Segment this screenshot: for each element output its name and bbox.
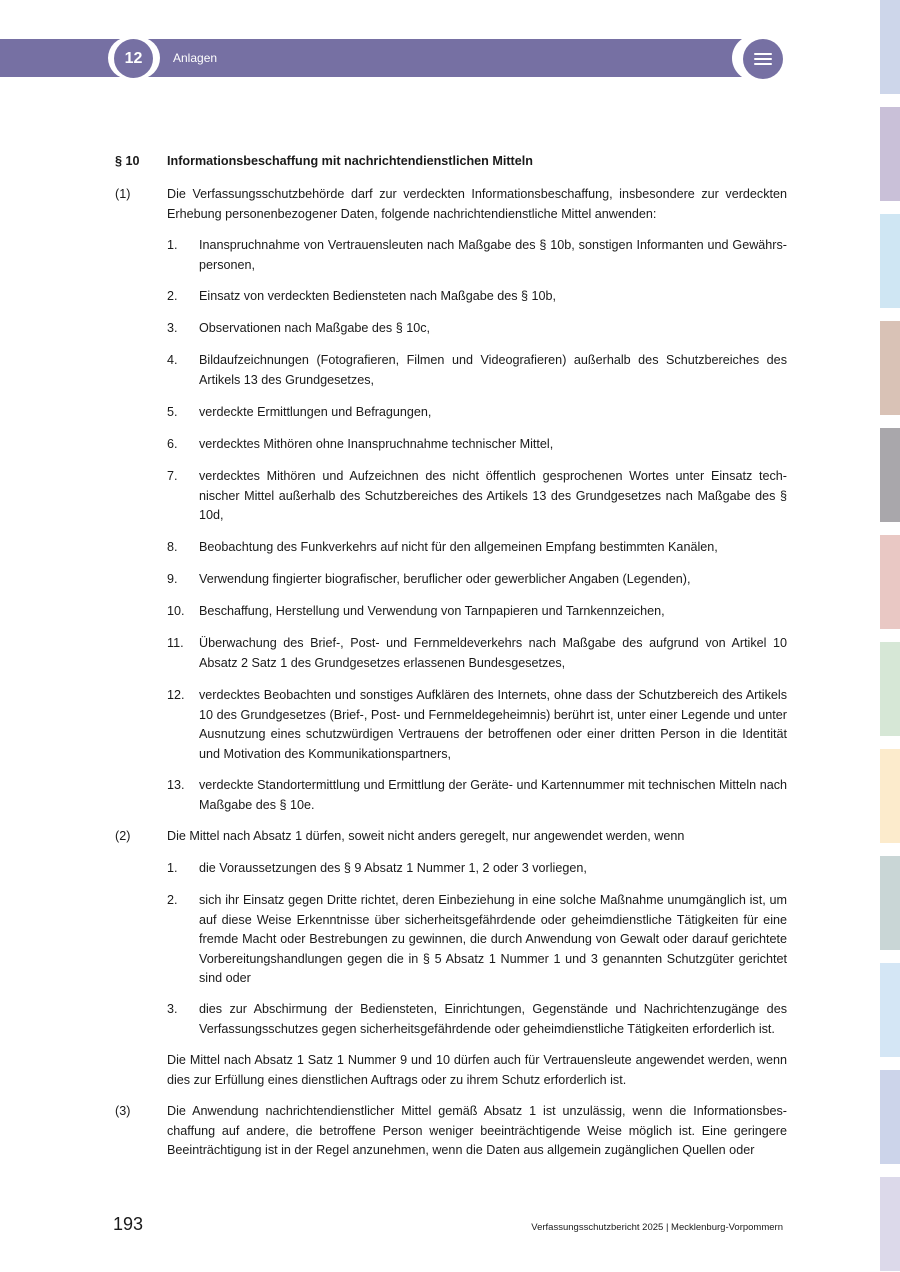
paragraph-1	[115, 185, 787, 224]
paragraph-number: (2)	[115, 829, 131, 843]
item-number: 11.	[167, 636, 184, 650]
list-item	[167, 287, 787, 307]
publication-footer: Verfassungsschutzbericht 2025 | Mecklenburg-Vorpommern	[531, 1222, 783, 1233]
list-item	[167, 435, 787, 455]
item-number: 1.	[167, 861, 178, 875]
item-number: 2.	[167, 289, 178, 303]
item-text: verdeckte Ermittlungen und Befragungen,	[199, 405, 432, 419]
list-item	[167, 570, 787, 590]
item-number: 3.	[167, 321, 178, 335]
item-number: 4.	[167, 353, 178, 367]
list-item	[167, 351, 787, 390]
paragraph-2-closing: Die Mittel nach Absatz 1 Satz 1 Nummer 9 und 10 dürfen auch für Vertrauensleute angewendet werden, wenn dies zur Erfüllung eines dienstlichen Auftrags oder zu ihrem Schutz erforderlich ist.	[167, 1053, 787, 1087]
list-item	[167, 538, 787, 558]
list-item	[167, 403, 787, 423]
list-item	[167, 634, 787, 673]
item-number: 5.	[167, 405, 178, 419]
item-text: Beobachtung des Funkverkehrs auf nicht für den allgemeinen Empfang bestimmten Kanälen,	[199, 540, 718, 554]
item-text: sich ihr Einsatz gegen Dritte richtet, deren Einbeziehung in eine solche Maßnahme unumgänglich ist, um auf diese Weise Erkenntnisse über sicherheitsgefährdende oder geheimdienstliche Tätigkeiten für eine fremde Macht oder Bestrebungen zu gewinnen, die durch Anwendung von Gewalt oder darauf gerichtete Vorbereitungshandlungen gegen die in § 5 Absatz 1 Nummer 1 und 3 genannten Schutzgüter gerichtet sind oder	[199, 893, 787, 985]
paragraph-text: Die Verfassungsschutzbehörde darf zur verdeckten Informationsbeschaffung, insbesondere zur verdeckten Erhebung personenbezogener Daten, folgende nachrichtendienstliche Mittel anwenden:	[167, 187, 787, 221]
item-number: 1.	[167, 238, 178, 252]
item-number: 6.	[167, 437, 178, 451]
item-text: Inanspruchnahme von Vertrauensleuten nach Maßgabe des § 10b, sonstigen Informanten und Gewährspersonen,	[199, 238, 787, 272]
chapter-title: Anlagen	[173, 51, 218, 65]
list-item	[167, 319, 787, 339]
item-number: 8.	[167, 540, 178, 554]
list-item	[167, 467, 787, 526]
item-number: 3.	[167, 1002, 178, 1016]
chapter-number: 12	[114, 39, 153, 78]
paragraph-2	[115, 827, 787, 847]
item-text: verdecktes Mithören und Aufzeichnen des nicht öffentlich gesprochenen Wortes unter Einsatz technischer Mittel außerhalb des Schutzbereiches des Artikels 13 des Grundgesetzes nach Maßgabe des § 10d,	[199, 469, 787, 522]
item-text: verdeckte Standortermittlung und Ermittlung der Geräte- und Kartennummer mit technischen Mitteln nach Maßgabe des § 10e.	[199, 778, 787, 812]
item-text: die Voraussetzungen des § 9 Absatz 1 Nummer 1, 2 oder 3 vorliegen,	[199, 861, 587, 875]
paragraph-3	[115, 1102, 787, 1161]
paragraph-number: (1)	[115, 187, 131, 201]
item-text: Überwachung des Brief-, Post- und Fernmeldeverkehrs nach Maßgabe des aufgrund von Artikel 10 Absatz 2 Satz 1 des Grundgesetzes erlassenen Bundesgesetzes,	[199, 636, 787, 670]
page-number: 193	[113, 1214, 144, 1234]
item-number: 7.	[167, 469, 178, 483]
item-text: verdecktes Beobachten und sonstiges Aufklären des Internets, ohne dass der Schutzbereich des Artikels 10 des Grundgesetzes (Brief-, Post- und Fernmeldegeheimnis) berührt ist, unter einer Legende und unter Ausnutzung eines schutzwürdigen Vertrauens der betroffenen oder einer dritten Person in die Identität und Motivation des Kommunikationspartners,	[199, 688, 787, 761]
item-text: verdecktes Mithören ohne Inanspruchnahme technischer Mittel,	[199, 437, 554, 451]
list-item	[167, 891, 787, 989]
item-text: Beschaffung, Herstellung und Verwendung von Tarnpapieren und Tarnkennzeichen,	[199, 604, 665, 618]
paragraph-text: Die Mittel nach Absatz 1 dürfen, soweit nicht anders geregelt, nur angewendet werden, wenn	[167, 829, 685, 843]
list-item	[167, 776, 787, 815]
list-item	[167, 236, 787, 275]
paragraph-number: (3)	[115, 1104, 131, 1118]
item-number: 10.	[167, 604, 185, 618]
item-number: 9.	[167, 572, 178, 586]
item-number: 12.	[167, 688, 185, 702]
item-text: Observationen nach Maßgabe des § 10c,	[199, 321, 431, 335]
item-text: Bildaufzeichnungen (Fotografieren, Filmen und Videografieren) außerhalb des Schutzbereiches des Artikels 13 des Grundgesetzes,	[199, 353, 787, 387]
item-text: Einsatz von verdeckten Bediensteten nach Maßgabe des § 10b,	[199, 289, 557, 303]
section-title: Informationsbeschaffung mit nachrichtendienstlichen Mitteln	[167, 154, 533, 168]
list-item	[167, 602, 787, 622]
list-item	[167, 686, 787, 764]
item-text: dies zur Abschirmung der Bediensteten, Einrichtungen, Gegenstände und Nachrichtenzugänge des Verfassungsschutzes gegen sicherheitsgefährdende oder geheimdienstliche Tätigkeiten erforderlich ist.	[199, 1002, 787, 1036]
item-number: 13.	[167, 778, 185, 792]
item-number: 2.	[167, 893, 178, 907]
list-item	[167, 1000, 787, 1039]
item-text: Verwendung fingierter biografischer, beruflicher oder gewerblicher Angaben (Legenden),	[199, 572, 691, 586]
list-item	[167, 859, 787, 879]
section-number: § 10	[115, 154, 140, 168]
paragraph-text: Die Anwendung nachrichtendienstlicher Mittel gemäß Absatz 1 ist unzulässig, wenn die Informationsbeschaffung auf andere, die betroffene Person weniger beeinträchtigende Weise möglich ist. Eine geringere Beeinträchtigung ist in der Regel anzunehmen, wenn die Daten aus allgemein zugänglichen Quellen oder	[167, 1104, 787, 1157]
